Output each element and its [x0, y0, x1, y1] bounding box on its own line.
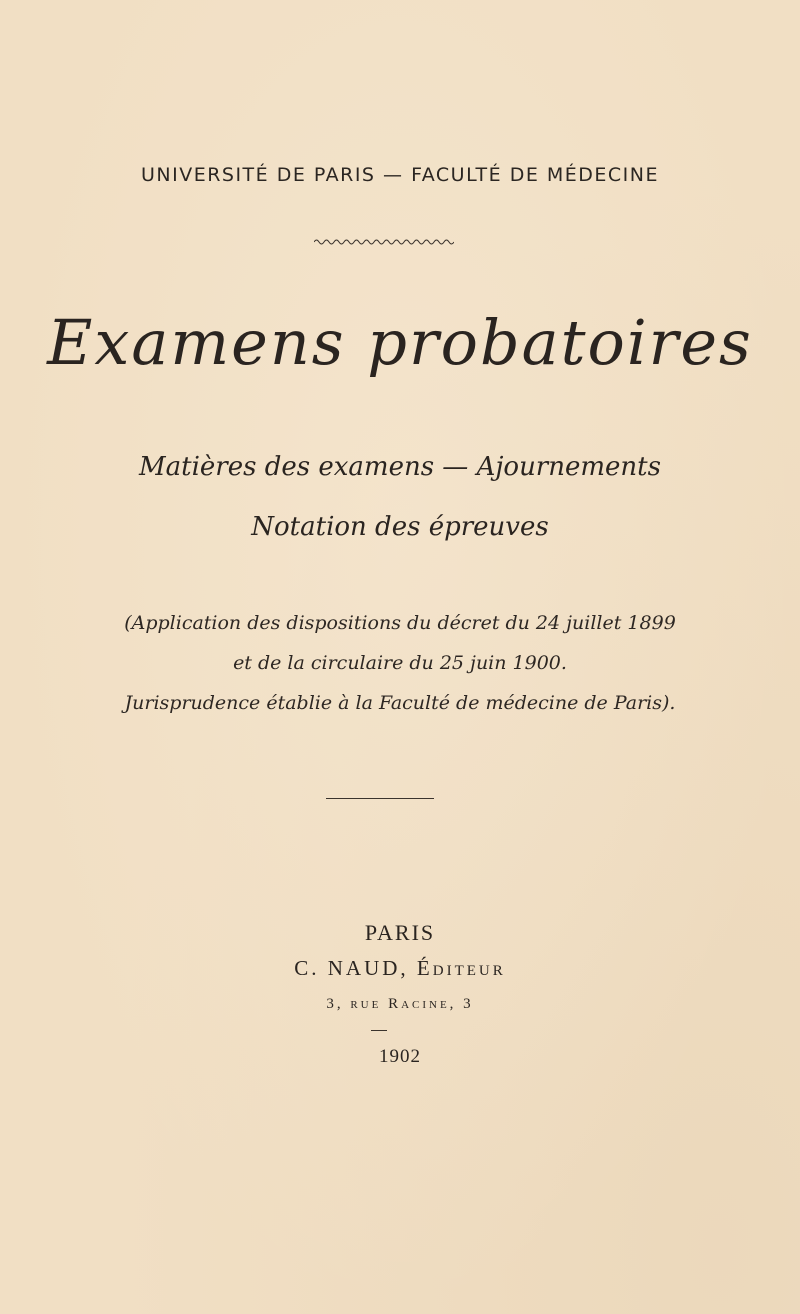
imprint-address: 3, rue Racine, 3 [326, 996, 474, 1012]
subtitle-line-2: Notation des épreuves [251, 512, 549, 542]
imprint-city: PARIS [364, 920, 436, 945]
main-title: Examens probatoires [47, 306, 753, 379]
imprint-year: 1902 [379, 1046, 421, 1067]
application-note-line-2: et de la circulaire du 25 juin 1900. [233, 652, 567, 674]
horizontal-rule [326, 798, 434, 799]
short-dash-divider [371, 1030, 387, 1031]
imprint-publisher: C. NAUD, Éditeur [294, 956, 506, 980]
wavy-ornament [314, 236, 454, 246]
subtitle-line-1: Matières des examens — Ajournements [139, 452, 661, 482]
institution-header: UNIVERSITÉ DE PARIS — FACULTÉ DE MÉDECINE [140, 164, 660, 186]
application-note-line-3: Jurisprudence établie à la Faculté de médecine de Paris). [124, 692, 676, 714]
application-note-line-1: (Application des dispositions du décret du 24 juillet 1899 [124, 612, 676, 634]
